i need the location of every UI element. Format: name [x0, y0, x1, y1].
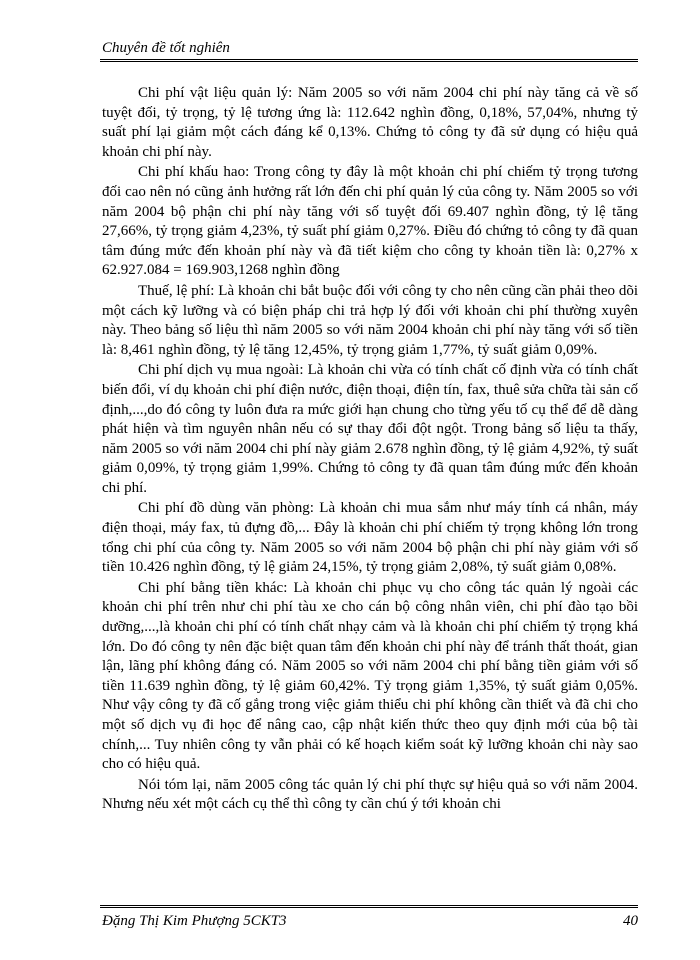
- paragraph-materials-cost: Chi phí vật liệu quản lý: Năm 2005 so với năm 2004 chi phí này tăng cả về số tuyệt đối, tỷ trọng, tỷ lệ tương ứng là: 112.642 nghìn đồng, 0,18%, 57,04%, nhưng tỷ suất phí lại giảm một cách đáng kể 0,13%. Chứng tỏ công ty đã sử dụng có hiệu quả khoản chi phí này.: [102, 85, 638, 160]
- paragraph-depreciation: Chi phí khấu hao: Trong công ty đây là một khoản chi phí chiếm tỷ trọng tương đối cao nên nó cũng ảnh hưởng rất lớn đến chi phí quản lý của công ty. Năm 2005 so với năm 2004 bộ phận chi phí này tăng với số tuyệt đối 69.407 nghìn đồng, tỷ lệ tăng 27,66%, tỷ trọng giảm 4,23%, tỷ suất phí giảm 0,27%. Điều đó chứng tỏ công ty đã quan tâm đúng mức đến khoản phí này và đã tiết kiệm cho công ty khoản tiền là: 0,27% x 62.927.084 = 169.903,1268 nghìn đồng: [102, 164, 638, 279]
- footer-author: Đặng Thị Kim Phượng 5CKT3: [102, 913, 287, 929]
- page-header-title: Chuyên đề tốt nghiên: [102, 40, 230, 56]
- paragraph-summary: Nói tóm lại, năm 2005 công tác quản lý chi phí thực sự hiệu quả so với năm 2004. Nhưng nếu xét một cách cụ thể thì công ty cần chú ý tới khoản chi: [102, 776, 638, 813]
- header-divider: [100, 59, 638, 62]
- document-body: [102, 84, 638, 816]
- paragraph-other-cash-costs: Chi phí bằng tiền khác: Là khoản chi phục vụ cho công tác quản lý ngoài các khoản chi phí trên như chi phí tàu xe cho cán bộ công nhân viên, chi phí đào tạo bồi dưỡng,...,là khoản chi phí có tính chất nhạy cảm và là khoản chi phí chiếm tỷ trọng khá lớn. Do đó công ty nên đặc biệt quan tâm đến khoản chi phí này để tránh thất thoát, gian lận, lãng phí không đáng có. Năm 2005 so với năm 2004 chi phí bằng tiền giảm với số tiền 11.639 nghìn đồng, tỷ lệ giảm 60,42%. Tỷ trọng giảm 1,35%, tỷ suất giảm 0,05%. Như vậy công ty đã cố gắng trong việc giảm thiểu chi phí không cần thiết và đã chi cho một số dịch vụ đi học để nâng cao, cập nhật kiến thức theo quy định mới của bộ tài chính,... Tuy nhiên công ty vẫn phải có kế hoạch kiểm soát kỹ lưỡng khoản chi này sao cho có hiệu quả.: [102, 579, 638, 773]
- paragraph-office-supplies: Chi phí đồ dùng văn phòng: Là khoản chi mua sắm như máy tính cá nhân, máy điện thoại, máy fax, tủ đựng đồ,... Đây là khoản chi phí chiếm tỷ trọng không lớn trong tổng chi phí của công ty. Năm 2005 so với năm 2004 bộ phận chi phí này giảm với số tiền 10.426 nghìn đồng, tỷ lệ giảm 24,15%, tỷ trọng giảm 2,08%, tỷ suất giảm 0,08%.: [102, 500, 638, 576]
- footer-divider: [100, 905, 638, 908]
- page-number: 40: [623, 913, 638, 929]
- paragraph-outsourced-services: Chi phí dịch vụ mua ngoài: Là khoản chi vừa có tính chất cố định vừa có tính chất biến đổi, ví dụ khoản chi phí điện nước, điện thoại, điện tín, fax, thuê sửa chữa tài sản cố định,...,do đó công ty luôn đưa ra mức giới hạn chung cho từng yếu tố cụ thể để dễ dàng phát hiện và tìm nguyên nhân nếu có sự thay đổi đột ngột. Trong bảng số liệu ta thấy, năm 2005 so với năm 2004 chi phí này giảm 2.678 nghìn đồng, tỷ lệ giảm 4,92%, tỷ suất giảm 0,09%, tỷ trọng giảm 1,99%. Chứng tỏ công ty đã quan tâm đúng mức đến khoản chi phí.: [102, 362, 638, 496]
- paragraph-taxes-fees: Thuế, lệ phí: Là khoản chi bắt buộc đối với công ty cho nên cũng cần phải theo dõi một cách kỹ lưỡng và có biện pháp chi trả hợp lý đối với khoản chi phí thường xuyên này. Theo bảng số liệu thì năm 2005 so với năm 2004 khoản chi phí này tăng với số tiền là: 8,461 nghìn đồng, tỷ lệ tăng 12,45%, tỷ trọng giảm 1,77%, tỷ suất giảm 0,09%.: [102, 282, 638, 358]
